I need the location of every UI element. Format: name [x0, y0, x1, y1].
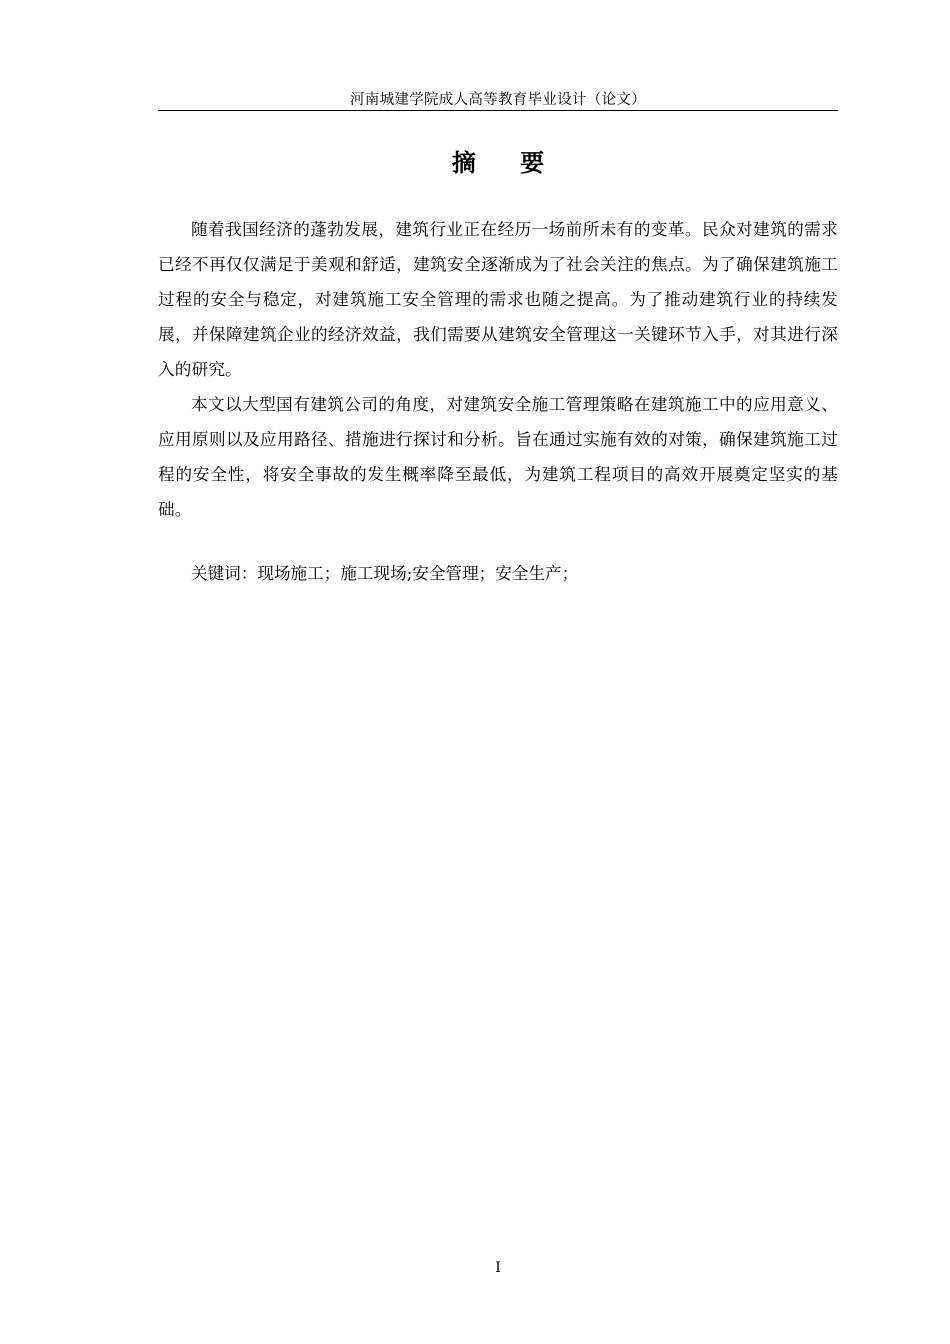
- abstract-title: 摘 要: [451, 149, 563, 177]
- abstract-paragraph: 本文以大型国有建筑公司的角度，对建筑安全施工管理策略在建筑施工中的应用意义、应用原则以及应用路径、措施进行探讨和分析。旨在通过实施有效的对策，确保建筑施工过程的安全性，将安全事故的发生概率降至最低，为建筑工程项目的高效开展奠定坚实的基础。: [158, 395, 838, 519]
- header-rule: [158, 110, 838, 111]
- abstract-body: [158, 212, 838, 527]
- abstract-paragraph: 随着我国经济的蓬勃发展，建筑行业正在经历一场前所未有的变革。民众对建筑的需求已经不再仅仅满足于美观和舒适，建筑安全逐渐成为了社会关注的焦点。为了确保建筑施工过程的安全与稳定，对建筑施工安全管理的需求也随之提高。为了推动建筑行业的持续发展，并保障建筑企业的经济效益，我们需要从建筑安全管理这一关键环节入手，对其进行深入的研究。: [158, 220, 838, 379]
- page-number: I: [495, 1260, 501, 1276]
- keywords-line: 关键词：现场施工；施工现场;安全管理；安全生产；: [191, 564, 579, 583]
- running-header: 河南城建学院成人高等教育毕业设计（论文）: [350, 92, 646, 108]
